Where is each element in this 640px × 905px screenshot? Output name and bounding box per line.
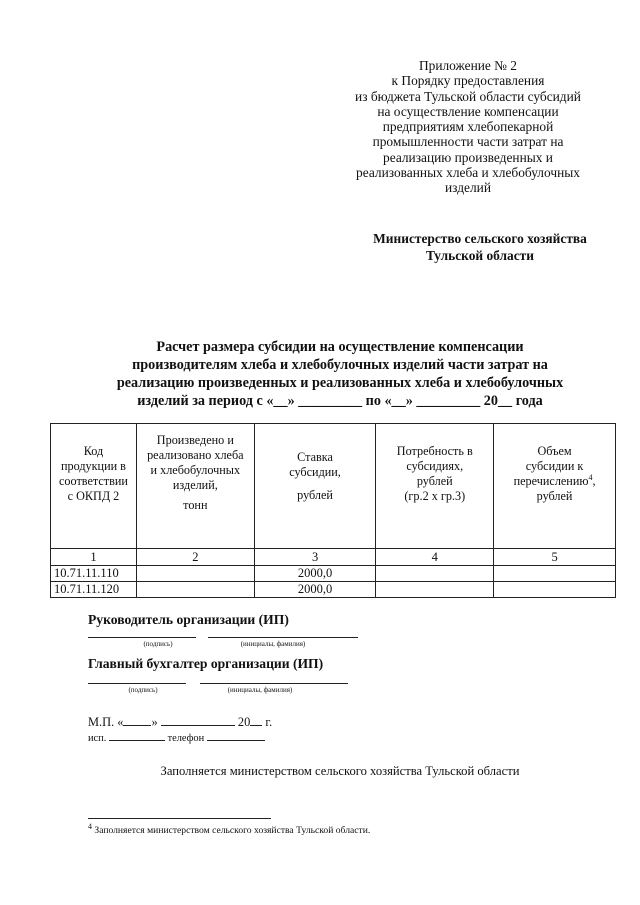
cell-amount	[494, 582, 616, 598]
month-blank	[161, 715, 235, 726]
cell-rate: 2000,0	[254, 566, 376, 582]
footnote-number: 4	[88, 821, 92, 831]
cell-product-code: 10.71.11.120	[51, 582, 137, 598]
column-number: 3	[254, 549, 376, 566]
cell-produced	[136, 582, 254, 598]
head-name-caption: (инициалы, фамилия)	[240, 640, 306, 648]
header-cell-need: Потребность в субсидиях, рублей (гр.2 х гр.3)	[376, 424, 494, 549]
head-signature-caption: (подпись)	[143, 640, 173, 648]
appendix-line: реализацию произведенных и	[383, 149, 553, 165]
column-number: 4	[376, 549, 494, 566]
appendix-line: к Порядку предоставления	[391, 73, 545, 89]
footnote-divider	[88, 818, 271, 819]
header-cell-amount: Объем субсидии к перечислению$^4$, рублей	[494, 424, 616, 549]
head-signature-title: Руководитель организации (ИП)	[88, 612, 289, 627]
executor-blank	[109, 732, 165, 741]
appendix-line: изделий	[445, 180, 491, 196]
cell-amount	[494, 566, 616, 582]
title-line: реализацию произведенных и реализованных хлеба и хлебобулочных	[116, 375, 564, 391]
ministry-line: Министерство сельского хозяйства	[373, 231, 587, 246]
fill-note: Заполняется министерством сельского хозяйства Тульской области	[160, 764, 520, 778]
appendix-line: промышленности части затрат на	[372, 134, 564, 150]
accountant-name-caption: (инициалы, фамилия)	[227, 686, 293, 694]
head-signature-line	[88, 637, 196, 638]
addressee-ministry	[340, 230, 620, 264]
footnote-text: Заполняется министерством сельского хозяйства Тульской области.	[92, 825, 371, 836]
table-row	[51, 582, 616, 598]
year-blank	[250, 715, 262, 726]
table-header-row	[51, 424, 616, 549]
title-line: производителям хлеба и хлебобулочных изделий части затрат на	[132, 357, 548, 373]
header-cell-product-code: Код продукции в соответствии с ОКПД 2	[51, 424, 137, 549]
accountant-signature-line	[88, 683, 186, 684]
title-line: изделий за период с «__» _________ по «__» _________ 20__ года	[137, 393, 543, 409]
table-row	[51, 566, 616, 582]
column-number: 1	[51, 549, 137, 566]
column-number: 2	[136, 549, 254, 566]
appendix-line: реализованных хлеба и хлебобулочных	[356, 165, 580, 181]
appendix-line: на осуществление компенсации	[377, 103, 559, 119]
appendix-header	[318, 58, 618, 196]
head-name-line	[208, 637, 358, 638]
footnote	[88, 821, 371, 836]
title-line: Расчет размера субсидии на осуществление компенсации	[156, 339, 524, 355]
ministry-line: Тульской области	[426, 248, 534, 263]
column-number-row	[51, 549, 616, 566]
cell-product-code: 10.71.11.110	[51, 566, 137, 582]
day-blank	[123, 715, 151, 726]
cell-need	[376, 566, 494, 582]
accountant-signature-caption: (подпись)	[128, 686, 158, 694]
subsidy-calculation-table	[50, 423, 616, 598]
accountant-name-line	[200, 683, 348, 684]
appendix-line: Приложение № 2	[418, 58, 518, 73]
header-cell-produced: Произведено и реализовано хлеба и хлебобулочных изделий, тонн	[136, 424, 254, 549]
cell-rate: 2000,0	[254, 582, 376, 598]
cell-need	[376, 582, 494, 598]
stamp-date-line: М.П. « » 20 г.	[88, 715, 273, 729]
footnote-marker: 4	[588, 472, 593, 482]
column-number: 5	[494, 549, 616, 566]
executor-line: исп. телефон	[88, 732, 265, 744]
accountant-signature-title: Главный бухгалтер организации (ИП)	[88, 656, 324, 671]
phone-blank	[207, 732, 265, 741]
appendix-line: предприятиям хлебопекарной	[382, 119, 554, 135]
cell-produced	[136, 566, 254, 582]
header-cell-rate: Ставка субсидии, рублей	[254, 424, 376, 549]
document-title	[60, 338, 620, 410]
appendix-line: из бюджета Тульской области субсидий	[355, 88, 581, 104]
